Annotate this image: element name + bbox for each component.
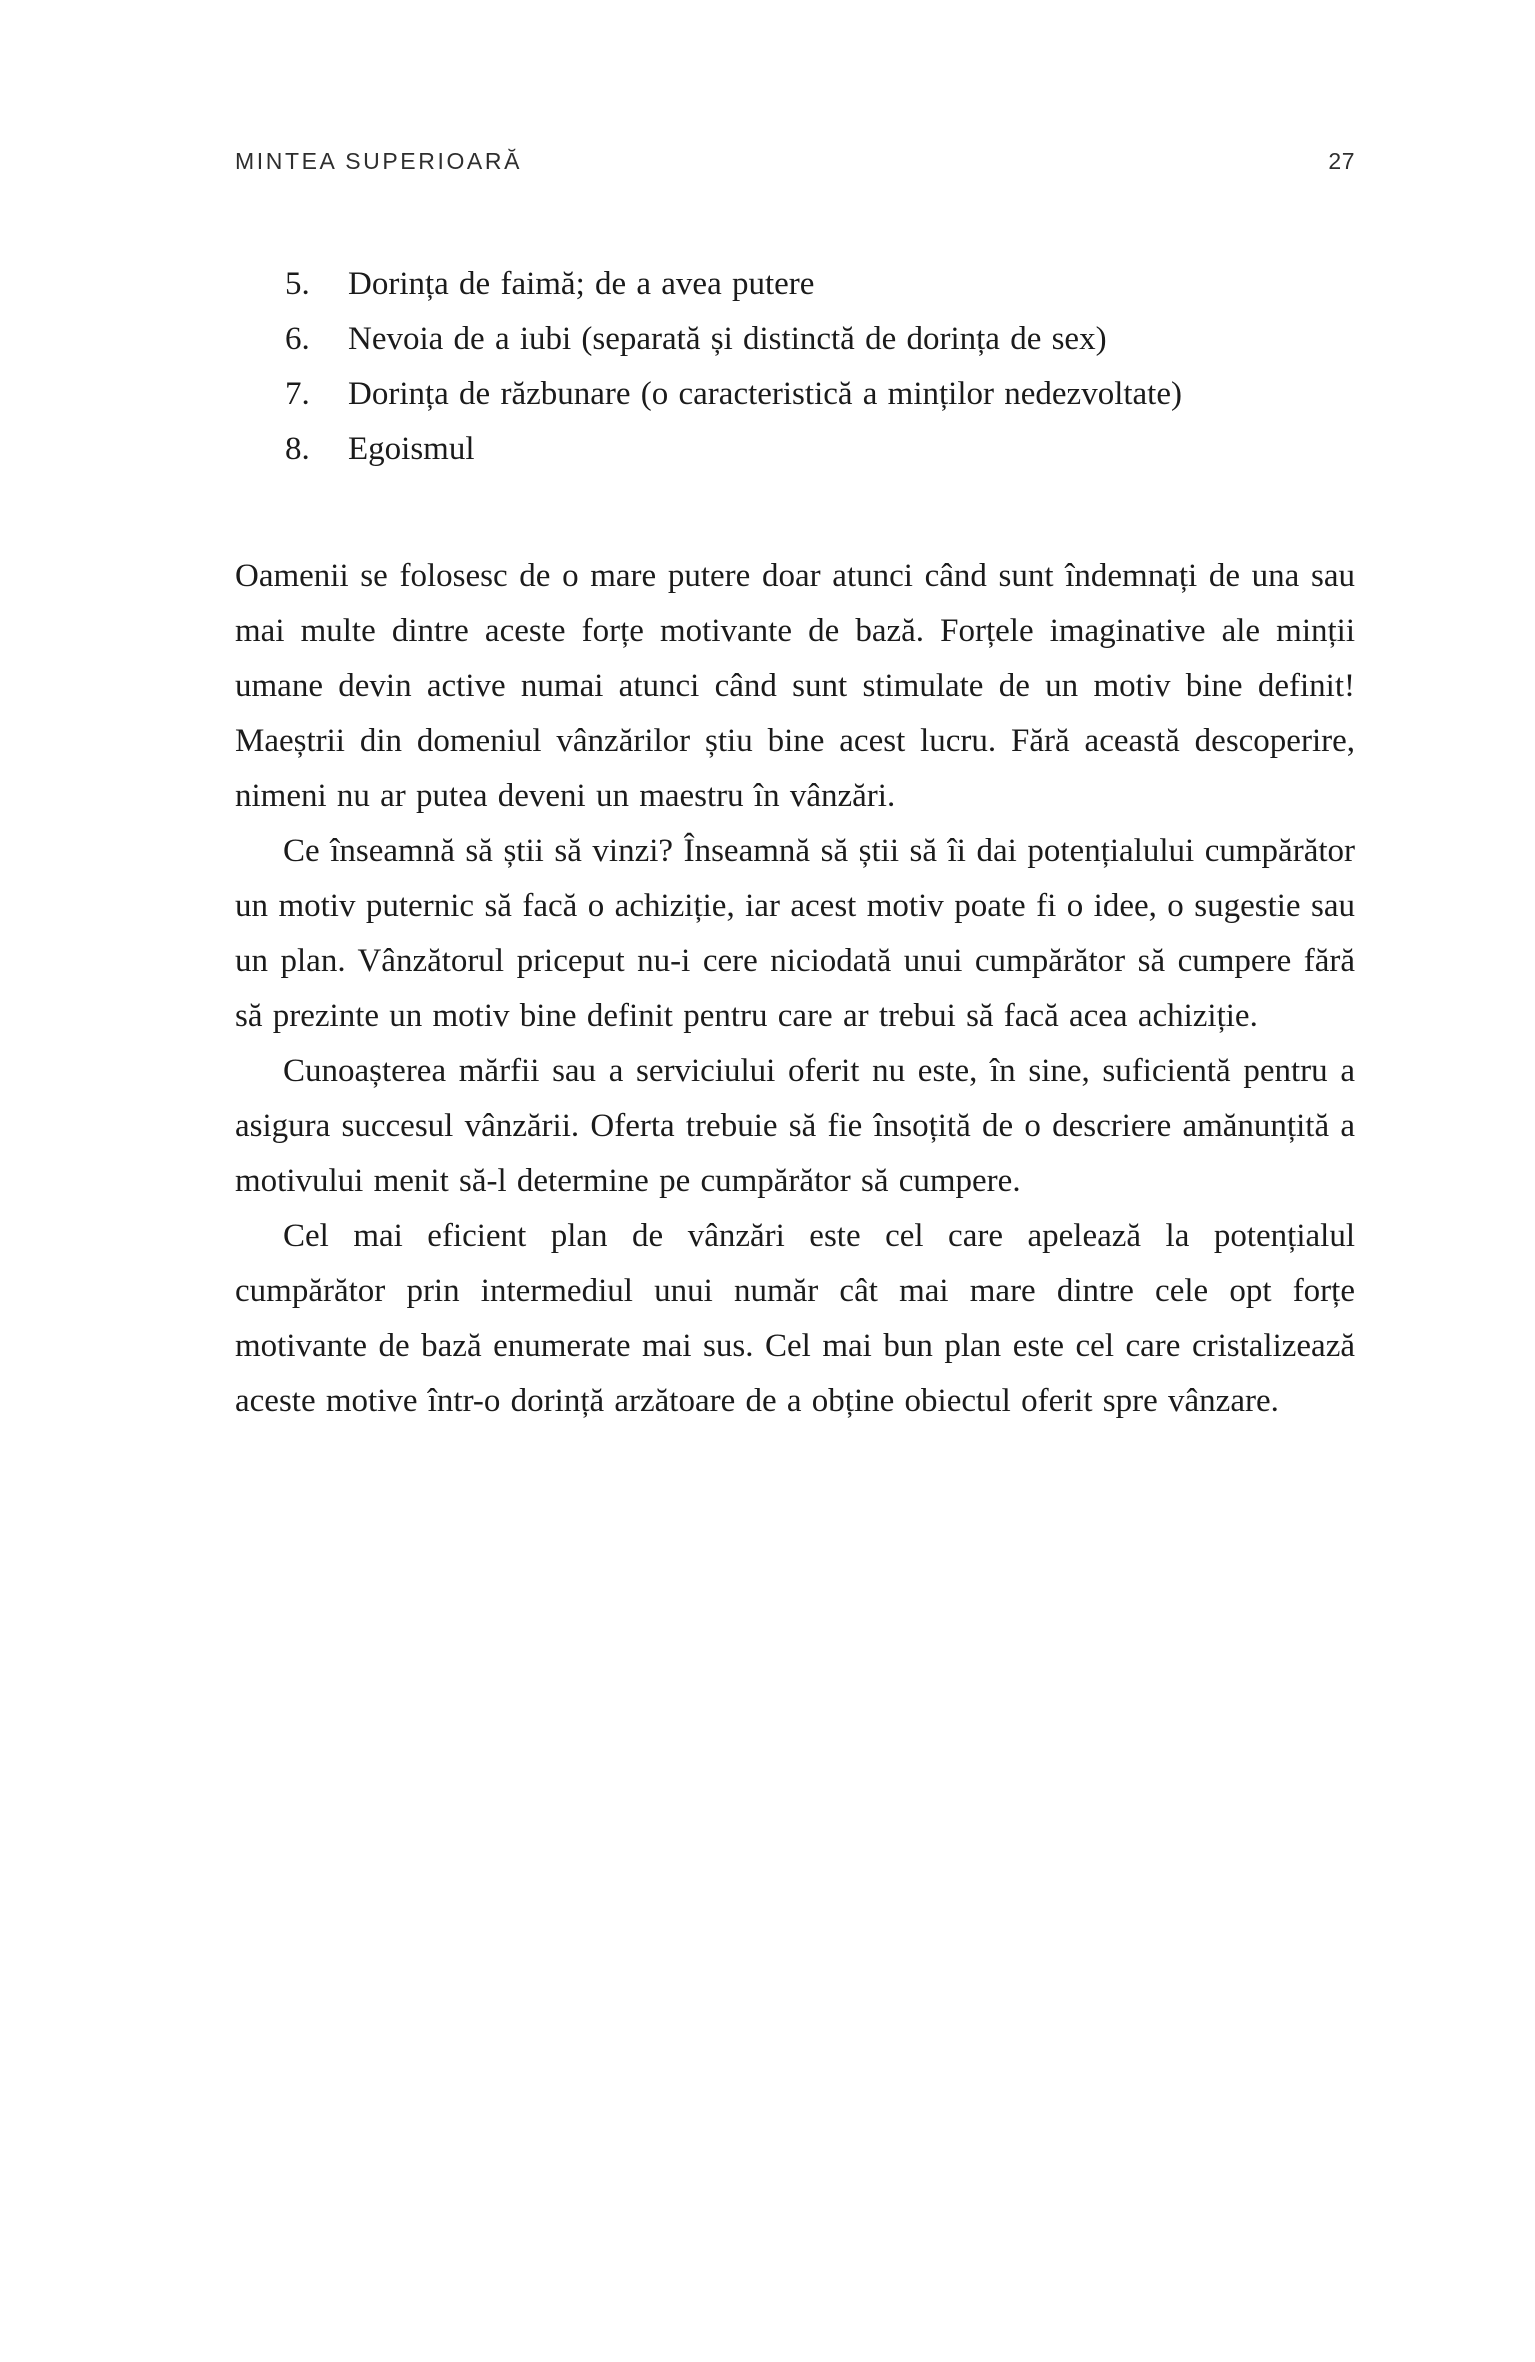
body-paragraph: Cunoașterea mărfii sau a serviciului oferit nu este, în sine, suficientă pentru a asigura succesul vânzării. Oferta trebuie să fie însoțită de o descriere amănunțită a motivului menit să-l determine pe cumpărător să cumpere. xyxy=(235,1053,1355,1199)
running-head xyxy=(235,148,1355,175)
page-body xyxy=(235,257,1355,1429)
list-item-number: 8. xyxy=(285,431,310,467)
list-item xyxy=(285,422,1355,477)
list-item-number: 5. xyxy=(285,266,310,302)
list-item-text: Nevoia de a iubi (separată și distinctă de dorința de sex) xyxy=(348,321,1107,357)
running-head-title: MINTEA SUPERIOARĂ xyxy=(235,148,523,174)
motives-list xyxy=(235,257,1355,477)
body-paragraph: Oamenii se folosesc de o mare putere doar atunci când sunt îndemnați de una sau mai multe dintre aceste forțe motivante de bază. Forțele imaginative ale minții umane devin active numai atunci când sunt stimulate de un motiv bine definit! Maeștrii din domeniul vânzărilor știu bine acest lucru. Fără această descoperire, nimeni nu ar putea deveni un maestru în vânzări. xyxy=(235,558,1355,814)
list-item xyxy=(285,367,1355,422)
list-item-text: Egoismul xyxy=(348,431,475,467)
body-paragraph: Ce înseamnă să știi să vinzi? Înseamnă să știi să îi dai potențialului cumpărător un motiv puternic să facă o achiziție, iar acest motiv poate fi o idee, o sugestie sau un plan. Vânzătorul priceput nu-i cere niciodată unui cumpărător să cumpere fără să prezinte un motiv bine definit pentru care ar trebui să facă acea achiziție. xyxy=(235,833,1355,1034)
list-item xyxy=(285,312,1355,367)
page-number: 27 xyxy=(1328,148,1355,174)
list-item-number: 7. xyxy=(285,376,310,412)
list-item-number: 6. xyxy=(285,321,310,357)
body-paragraph: Cel mai eficient plan de vânzări este cel care apelează la potențialul cumpărător prin intermediul unui număr cât mai mare dintre cele opt forțe motivante de bază enumerate mai sus. Cel mai bun plan este cel care cristalizează aceste motive într-o dorință arzătoare de a obține obiectul oferit spre vânzare. xyxy=(235,1218,1355,1419)
list-item xyxy=(285,257,1355,312)
list-item-text: Dorința de faimă; de a avea putere xyxy=(348,266,815,302)
list-item-text: Dorința de răzbunare (o caracteristică a minților nedezvoltate) xyxy=(348,376,1182,412)
